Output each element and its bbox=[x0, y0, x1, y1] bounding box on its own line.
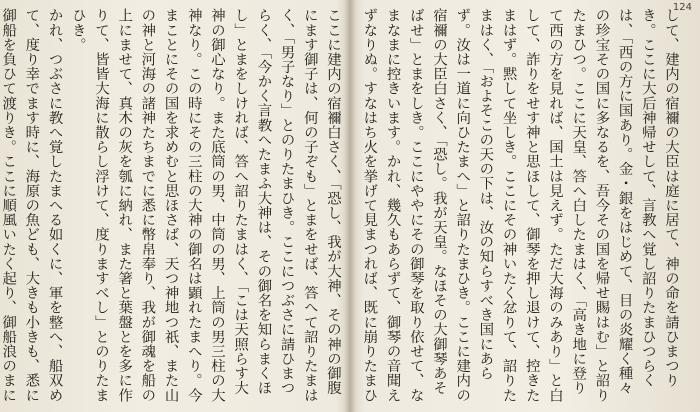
book-gutter bbox=[344, 0, 356, 412]
left-page bbox=[0, 0, 344, 412]
right-page bbox=[356, 0, 700, 412]
left-page-body-text: ここに建内の宿禰白さく、「恐し、我が大神、その神の御腹にます御子は、何の子ぞも」とまをせば、答へて詔りたまはく、「男子なり」とのりたまひき。ここにつぶさに請ひまつらく、「今かく言教へたまふ大神は、その御名を知らまくほし」とまをしければ、答へ詔りたまはく、「こは天照らす大神の御心なり。また底筒の男、中筒の男、上筒の男三柱の大神なり。この時にその三柱の大神の御名は顕れたまへり。今まことにその国を求めむと思ほさば、天つ神地つ祇、また山の神と河海の諸神たちまでに悉に幣帛奉り、我が御魂を船の上にませて、真木の灰を瓠に納れ、また箸と葉盤とを多に作りて、皆皆大海に散らし浮けて、度りますべし」とのりたまひき。 かれ、つぶさに教へ覚したまへる如くに、軍を整へ、船双めて、度り幸でます時に、海原の魚ども、大きも小きも、悉に御船を負ひて渡りき。ここに順風いたく起り、御船浪のまに bbox=[0, 8, 341, 403]
right-page-body-text: して、建内の宿禰の大臣は庭に居て、神の命を請ひまつりき。ここに大后神帰せして、言教へ覚し詔りたまひつらくは、「西の方に国あり。金・銀をはじめて、目の炎耀く種々の珍宝その国に多なるを、吾今その国を帰せ賜はむ」と詔りたまひつ。ここに天皇、答へ白したまはく、「高き地に登りて西の方を見れば、国土は見えず。ただ大海のみあり」と白して、詐りをせす神と思ほして、御琴を押し退けて、控きたまはず。黙して坐しき。ここにその神いたく忿りて、詔りたまはく、「およそこの天の下は、汝の知らすべき国にあらず。汝は一道に向ひたまへ」と詔りたまひき。ここに建内の宿禰の大臣白さく、「恐し。我が天皇。なほその大御琴あそばせ」とまをしき。ここにややにその御琴を取り依せて、なまなまに控きいます。かれ、幾久もあらずて、御琴の音聞えずなりぬ。すなはち火を挙げて見まつれば、既に崩りたまひ bbox=[361, 8, 679, 403]
page-number: 124 bbox=[672, 2, 692, 13]
